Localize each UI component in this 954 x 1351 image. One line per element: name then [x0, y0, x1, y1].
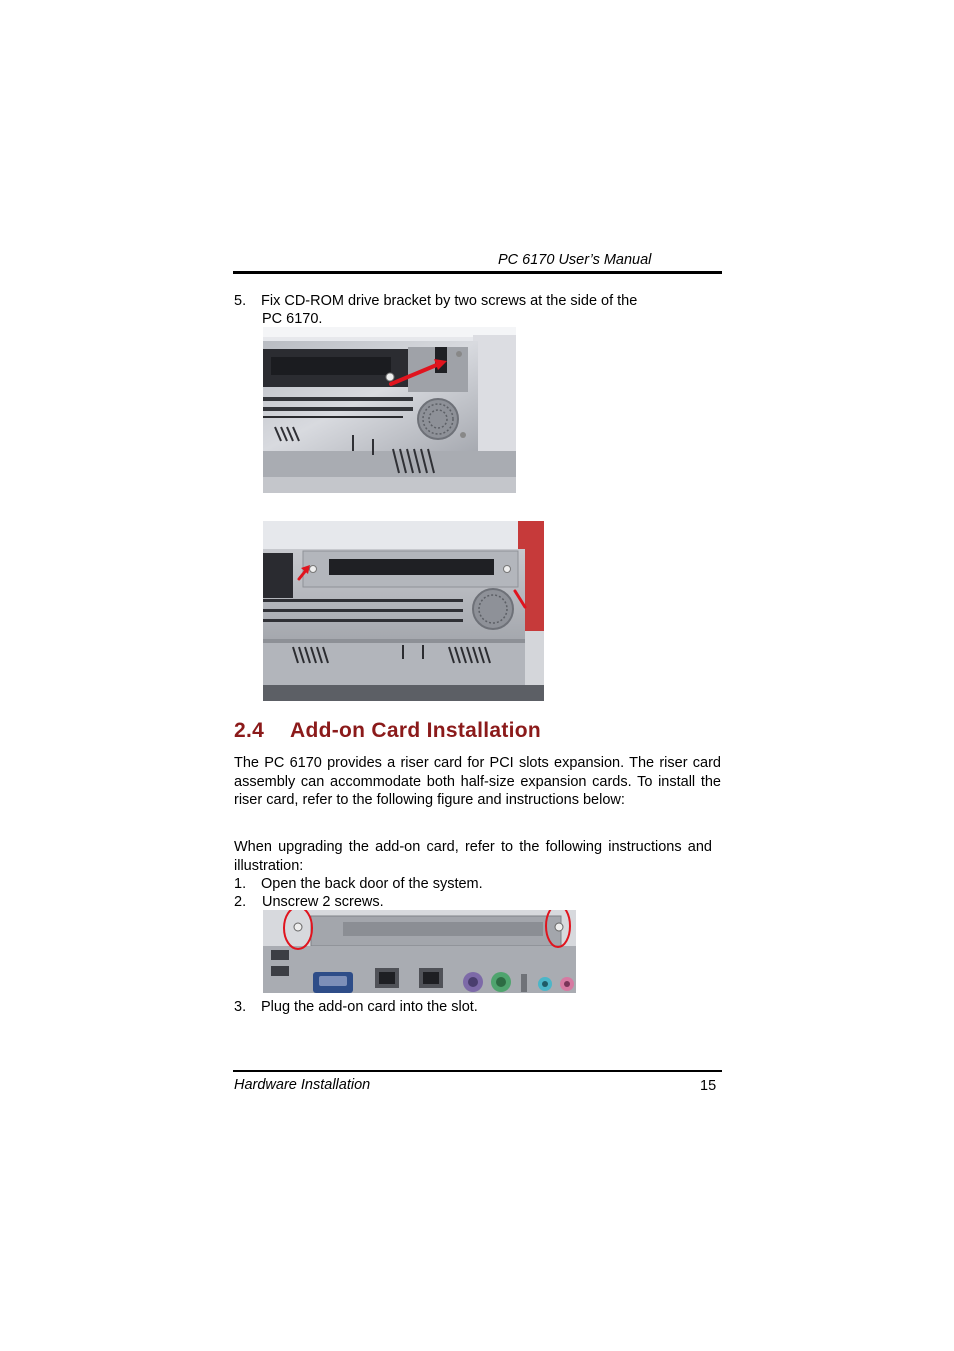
- intro-paragraph: The PC 6170 provides a riser card for PCI slots expansion. The riser card assembly can accommodate both half-size expansion cards. To install the riser card, refer to the following figure and instructions below:: [234, 755, 721, 808]
- step-text: Open the back door of the system.: [261, 876, 483, 892]
- step-number: 5.: [234, 293, 247, 309]
- header-rule: [233, 271, 722, 274]
- section-title: Add-on Card Installation: [290, 719, 542, 742]
- step-text-line-1: Fix CD-ROM drive bracket by two screws at the side of the: [261, 293, 638, 309]
- upgrade-paragraph: When upgrading the add-on card, refer to the following instructions and illustration:: [234, 839, 712, 874]
- step-number: 2.: [234, 894, 247, 910]
- step-text: Unscrew 2 screws.: [262, 894, 384, 910]
- footer-rule: [233, 1070, 722, 1072]
- step-1: [234, 875, 483, 893]
- step-3: [234, 998, 478, 1016]
- step-number: 3.: [234, 999, 247, 1015]
- section-number: 2.4: [234, 719, 265, 742]
- step-5: [234, 292, 704, 328]
- step-text-line-2: PC 6170.: [262, 311, 323, 327]
- step-number: 1.: [234, 876, 247, 892]
- step-2: [234, 893, 384, 911]
- footer-section: Hardware Installation: [234, 1077, 371, 1093]
- page-number: 15: [700, 1078, 717, 1094]
- photo-back-panel-screws: [263, 910, 576, 993]
- photo-cdrom-bracket-side: [263, 327, 516, 493]
- step-text: Plug the add-on card into the slot.: [261, 999, 478, 1015]
- running-header: PC 6170 User’s Manual: [498, 252, 652, 268]
- photo-cdrom-bracket-front: [263, 521, 544, 701]
- section-heading: [234, 719, 541, 743]
